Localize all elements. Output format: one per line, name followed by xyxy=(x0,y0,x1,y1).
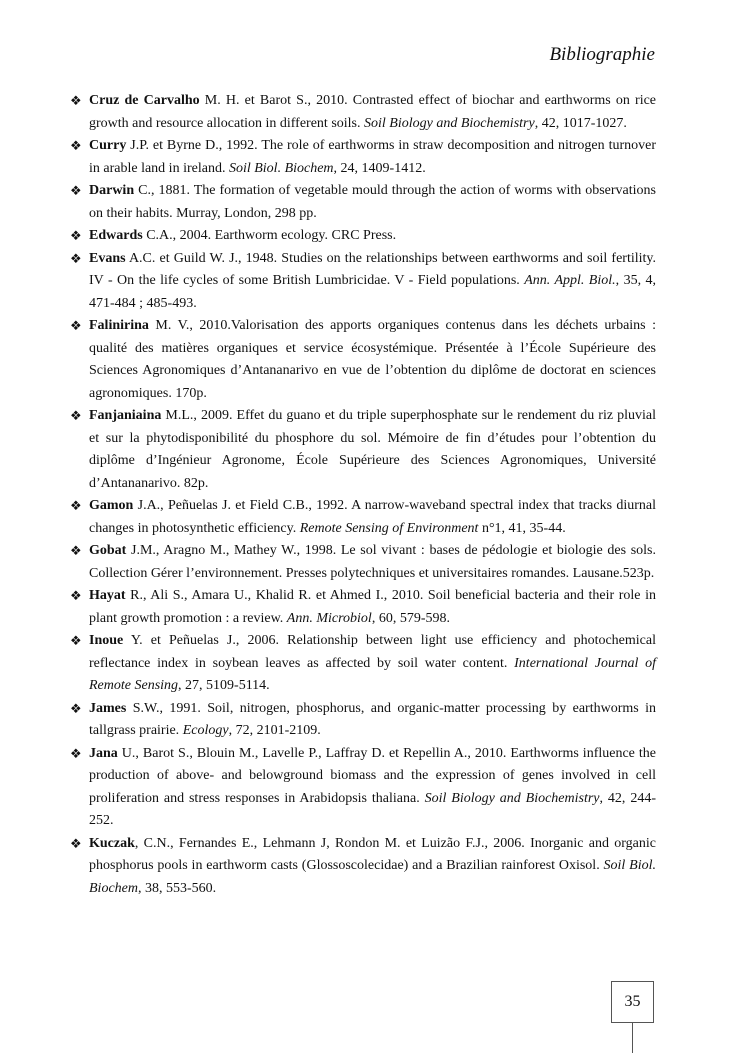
reference-text: Y. et Peñuelas J., 2006. Relationship between light use efficiency and photochemical reflectance index in soybean leaves as affected by soil water content. xyxy=(89,633,656,671)
reference-entry xyxy=(70,833,656,901)
reference-text: S.W., 1991. Soil, nitrogen, phosphorus, and organic-matter processing by earthworms in tallgrass prairie. xyxy=(89,700,656,738)
reference-entry xyxy=(70,405,656,495)
reference-author: Evans xyxy=(89,250,126,266)
diamond-bullet-icon: ❖ xyxy=(70,835,82,851)
reference-author: Darwin xyxy=(89,183,135,198)
reference-journal: Soil Biology and Biochemistry xyxy=(364,115,535,131)
diamond-bullet-icon: ❖ xyxy=(70,408,82,423)
reference-entry xyxy=(70,225,656,248)
diamond-bullet-icon: ❖ xyxy=(70,633,82,648)
reference-author: Gobat xyxy=(89,543,127,558)
reference-text: U., Barot S., Blouin M., Lavelle P., Laffray D. et Repellin A., 2010. Earthworms influence the production of above- and belowground biomass and the expression of genes involved in cell proliferation and stress responses in Arabidopsis thaliana. xyxy=(89,745,656,806)
diamond-bullet-icon: ❖ xyxy=(70,543,82,558)
reference-author: James xyxy=(89,700,127,716)
reference-text: M. H. et Barot S., 2010. Contrasted effect of biochar and earthworms on rice growth and resource allocation in different soils. xyxy=(89,93,657,131)
reference-journal: Soil Biology and Biochemistry xyxy=(424,790,600,806)
reference-journal: Remote Sensing of Environment xyxy=(299,520,479,536)
reference-details: , 38, 553-560. xyxy=(137,880,217,896)
page-number-divider xyxy=(632,1023,633,1053)
reference-text: C., 1881. The formation of vegetable mould through the action of worms with observations on their habits. Murray, London, 298 pp. xyxy=(89,183,656,221)
reference-author: Hayat xyxy=(89,588,126,603)
reference-details: , 72, 2101-2109. xyxy=(228,723,321,738)
reference-journal: Soil Biol. Biochem xyxy=(228,160,334,176)
reference-details: , 24, 1409-1412. xyxy=(333,160,426,176)
reference-details: , 42, 1017-1027. xyxy=(534,115,627,131)
reference-entry xyxy=(70,180,656,225)
reference-author: Edwards xyxy=(89,228,143,243)
diamond-bullet-icon: ❖ xyxy=(70,250,82,266)
reference-journal: Ann. Appl. Biol. xyxy=(524,273,616,288)
reference-text: , C.N., Fernandes E., Lehmann J, Rondon M. et Luizão F.J., 2006. Inorganic and organic phosphorus pools in earthworm casts (Glossoscolecidae) and a Brazilian rainforest Oxisol. xyxy=(89,835,656,873)
reference-entry xyxy=(70,540,656,585)
reference-author: Inoue xyxy=(89,633,124,648)
reference-entry xyxy=(70,90,656,135)
reference-text: J.A., Peñuelas J. et Field C.B., 1992. A narrow-waveband spectral index that tracks diurnal changes in photosynthetic efficiency. xyxy=(89,498,656,536)
reference-text: J.M., Aragno M., Mathey W., 1998. Le sol vivant : bases de pédologie et biologie des sols. Collection Gérer l’environnement. Presses polytechniques et universitaires romandes. Lausane.523p. xyxy=(89,543,656,581)
reference-journal: Soil Biol. Biochem xyxy=(89,858,656,896)
reference-text: M.L., 2009. Effet du guano et du triple superphosphate sur le rendement du riz pluvial et sur la phytodisponibilité du phosphore du sol. Mémoire de fin d’études pour l’obtention du diplôme d’Ingénieur Agronome, École Supérieure des Sciences Agronomiques, Université d’Antananarivo. 82p. xyxy=(89,408,656,491)
reference-entry xyxy=(70,495,656,540)
reference-journal: Ecology xyxy=(182,723,229,738)
page-number: 35 xyxy=(611,981,654,1023)
reference-journal: Ann. Microbiol xyxy=(286,610,372,626)
reference-text: C.A., 2004. Earthworm ecology. CRC Press. xyxy=(142,228,397,243)
bibliography-list xyxy=(70,90,656,900)
reference-author: Kuczak xyxy=(89,835,135,851)
reference-details: , 27, 5109-5114. xyxy=(178,678,270,693)
diamond-bullet-icon: ❖ xyxy=(70,745,82,761)
reference-details: , 42, 244-252. xyxy=(89,790,656,828)
reference-entry xyxy=(70,698,656,743)
reference-text: J.P. et Byrne D., 1992. The role of earthworms in straw decomposition and nitrogen turnover in arable land in ireland. xyxy=(89,138,656,176)
reference-entry xyxy=(70,585,656,630)
reference-text: A.C. et Guild W. J., 1948. Studies on the relationships between earthworms and soil fertility. IV - On the life cycles of some British Lumbricidae. V - Field populations. xyxy=(89,250,656,288)
diamond-bullet-icon: ❖ xyxy=(70,183,82,198)
reference-details: , 60, 579-598. xyxy=(371,610,450,626)
reference-entry xyxy=(70,630,656,698)
page-header-title: Bibliographie xyxy=(549,44,655,65)
reference-author: Jana xyxy=(89,745,118,761)
diamond-bullet-icon: ❖ xyxy=(70,318,82,333)
diamond-bullet-icon: ❖ xyxy=(70,138,82,153)
reference-details: , 35, 4, 471-484 ; 485-493. xyxy=(89,273,657,311)
reference-entry xyxy=(70,315,656,405)
diamond-bullet-icon: ❖ xyxy=(70,93,82,108)
reference-text: M. V., 2010.Valorisation des apports organiques contenus dans les déchets urbains : qualité des matières organiques et service écosystémique. Présentée à l’École Supérieure des Sciences Agronomiques d’Antananarivo en vue de l’obtention du diplôme de doctorat en sciences agronomiques. 170p. xyxy=(89,318,656,401)
reference-author: Fanjaniaina xyxy=(89,408,162,423)
reference-journal: International Journal of Remote Sensing xyxy=(89,655,656,693)
diamond-bullet-icon: ❖ xyxy=(70,700,82,716)
reference-entry xyxy=(70,248,656,316)
reference-text: R., Ali S., Amara U., Khalid R. et Ahmed I., 2010. Soil beneficial bacteria and their role in plant growth promotion : a review. xyxy=(89,588,656,626)
reference-author: Falinirina xyxy=(89,318,149,333)
reference-author: Cruz de Carvalho xyxy=(89,93,200,108)
reference-details: n°1, 41, 35-44. xyxy=(478,520,566,536)
reference-author: Gamon xyxy=(89,498,134,513)
diamond-bullet-icon: ❖ xyxy=(70,588,82,603)
reference-entry xyxy=(70,743,656,833)
diamond-bullet-icon: ❖ xyxy=(70,498,82,513)
reference-entry xyxy=(70,135,656,180)
reference-author: Curry xyxy=(89,138,127,153)
diamond-bullet-icon: ❖ xyxy=(70,228,82,243)
